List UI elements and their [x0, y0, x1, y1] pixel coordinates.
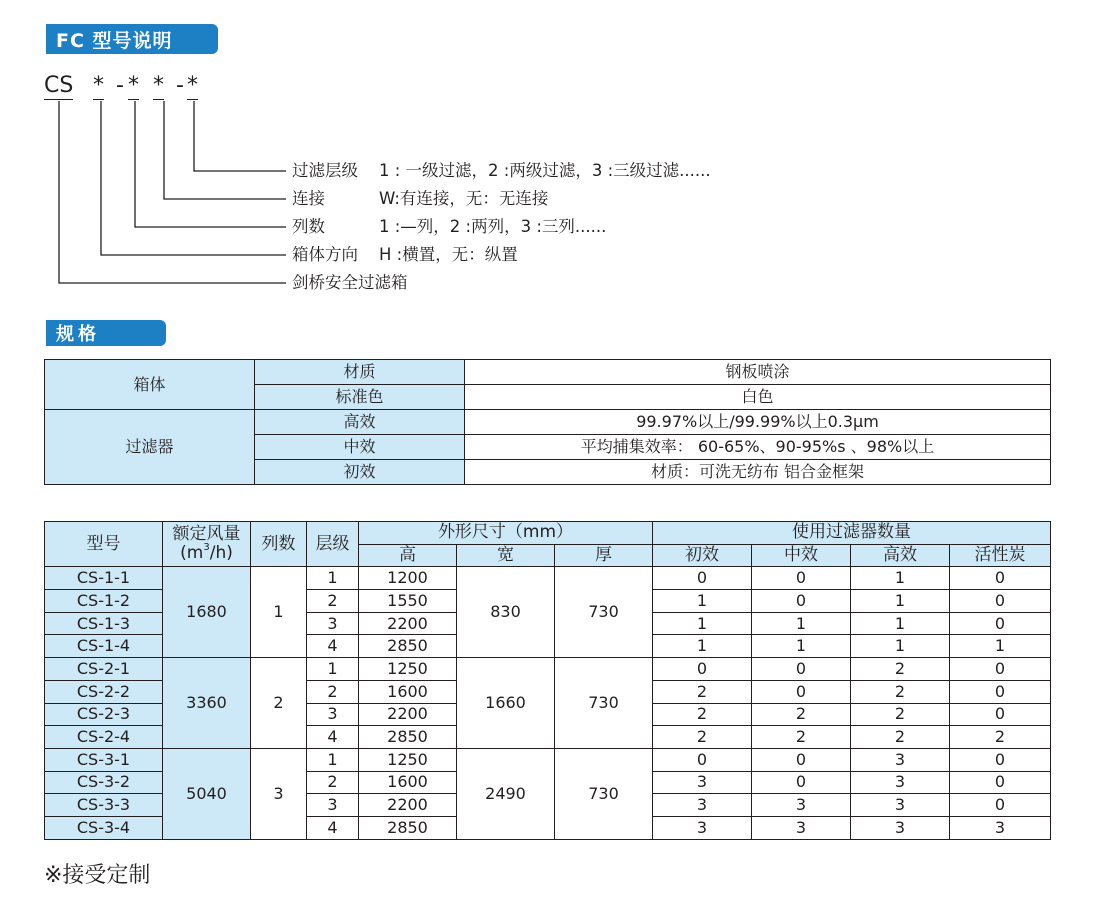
cell-model: CS-1-2 — [45, 590, 163, 613]
spec-group-box: 箱体 — [45, 360, 255, 410]
header-levels: 层级 — [307, 522, 359, 567]
cell-medium-count: 2 — [752, 703, 851, 726]
cell-level: 4 — [307, 635, 359, 658]
spec-value: 白色 — [465, 385, 1051, 410]
header-airflow — [163, 522, 251, 567]
cell-model: CS-1-1 — [45, 567, 163, 590]
cell-carbon-count: 0 — [950, 794, 1051, 817]
cell-height: 1600 — [359, 680, 457, 703]
cell-width: 830 — [457, 567, 555, 658]
connector-series — [59, 101, 286, 283]
spec-value: 钢板喷涂 — [465, 360, 1051, 385]
cell-height: 1250 — [359, 658, 457, 681]
custom-note: ※接受定制 — [44, 863, 151, 888]
cell-carbon-count: 0 — [950, 703, 1051, 726]
cell-hepa-count: 1 — [851, 635, 950, 658]
cell-columns: 1 — [251, 567, 307, 658]
cell-hepa-count: 2 — [851, 726, 950, 749]
table-row — [45, 410, 1051, 435]
cell-medium-count: 1 — [752, 635, 851, 658]
connector-level — [194, 101, 286, 171]
cell-carbon-count: 0 — [950, 567, 1051, 590]
legend-name-columns: 列数 — [292, 217, 325, 236]
cell-medium-count: 0 — [752, 771, 851, 794]
cell-medium-count: 0 — [752, 590, 851, 613]
cell-model: CS-2-3 — [45, 703, 163, 726]
table-row — [45, 658, 1051, 681]
cell-airflow: 3360 — [163, 658, 251, 749]
cell-medium-count: 0 — [752, 567, 851, 590]
legend-desc-direction: H :横置，无：纵置 — [379, 245, 518, 264]
cell-medium-count: 0 — [752, 658, 851, 681]
legend-name-connection: 连接 — [292, 189, 325, 208]
cell-hepa-count: 3 — [851, 748, 950, 771]
cell-hepa-count: 3 — [851, 794, 950, 817]
cell-airflow: 1680 — [163, 567, 251, 658]
header-medium: 中效 — [752, 544, 851, 567]
legend-name-series: 剑桥安全过滤箱 — [292, 273, 408, 292]
cell-model: CS-1-3 — [45, 612, 163, 635]
cell-level: 4 — [307, 726, 359, 749]
cell-airflow: 5040 — [163, 748, 251, 839]
table-header-row — [45, 522, 1051, 545]
cell-model: CS-3-3 — [45, 794, 163, 817]
cell-primary-count: 1 — [653, 612, 752, 635]
table-row — [45, 360, 1051, 385]
cell-medium-count: 1 — [752, 612, 851, 635]
cell-hepa-count: 3 — [851, 816, 950, 839]
code-star-level: * — [187, 73, 198, 98]
cell-height: 1250 — [359, 748, 457, 771]
header-depth: 厚 — [555, 544, 653, 567]
code-dash: - — [116, 73, 124, 98]
cell-columns: 2 — [251, 658, 307, 749]
code-prefix: CS — [44, 73, 74, 98]
cell-primary-count: 3 — [653, 816, 752, 839]
cell-primary-count: 3 — [653, 771, 752, 794]
spec-value: 99.97%以上/99.99%以上0.3μm — [465, 410, 1051, 435]
legend-name-direction: 箱体方向 — [292, 245, 358, 264]
cell-carbon-count: 2 — [950, 726, 1051, 749]
legend-desc-level: 1 : 一级过滤，2 :两级过滤，3 :三级过滤...... — [379, 161, 711, 180]
spec-value: 平均捕集效率： 60-65%、90-95%s 、98%以上 — [465, 435, 1051, 460]
header-columns: 列数 — [251, 522, 307, 567]
header-carbon: 活性炭 — [950, 544, 1051, 567]
table-row — [45, 567, 1051, 590]
cell-depth: 730 — [555, 658, 653, 749]
spec-value: 材质：可洗无纺布 铝合金框架 — [465, 460, 1051, 485]
cell-primary-count: 2 — [653, 703, 752, 726]
cell-carbon-count: 0 — [950, 748, 1051, 771]
cell-height: 2850 — [359, 635, 457, 658]
cell-height: 1550 — [359, 590, 457, 613]
cell-primary-count: 0 — [653, 748, 752, 771]
cell-medium-count: 3 — [752, 816, 851, 839]
cell-level: 3 — [307, 794, 359, 817]
cell-carbon-count: 0 — [950, 771, 1051, 794]
spec-key: 中效 — [255, 435, 465, 460]
cell-primary-count: 3 — [653, 794, 752, 817]
cell-primary-count: 2 — [653, 680, 752, 703]
legend-desc-columns: 1 :—列，2 :两列，3 :三列...... — [379, 217, 607, 236]
cell-primary-count: 1 — [653, 635, 752, 658]
cell-medium-count: 2 — [752, 726, 851, 749]
cell-depth: 730 — [555, 748, 653, 839]
header-hepa: 高效 — [851, 544, 950, 567]
cell-height: 1200 — [359, 567, 457, 590]
cell-hepa-count: 1 — [851, 567, 950, 590]
header-filter-count: 使用过滤器数量 — [653, 522, 1051, 545]
code-star-connection: * — [153, 73, 164, 98]
cell-hepa-count: 3 — [851, 771, 950, 794]
header-airflow-label: 额定风量 — [172, 523, 241, 544]
cell-level: 2 — [307, 590, 359, 613]
cell-level: 4 — [307, 816, 359, 839]
cell-height: 2850 — [359, 816, 457, 839]
cell-hepa-count: 2 — [851, 658, 950, 681]
cell-level: 3 — [307, 612, 359, 635]
header-primary: 初效 — [653, 544, 752, 567]
section-title-spec: 规格 — [46, 320, 166, 346]
cell-hepa-count: 1 — [851, 612, 950, 635]
cell-model: CS-3-4 — [45, 816, 163, 839]
cell-height: 1600 — [359, 771, 457, 794]
cell-hepa-count: 2 — [851, 703, 950, 726]
cell-level: 3 — [307, 703, 359, 726]
cell-carbon-count: 0 — [950, 590, 1051, 613]
legend-desc-connection: W:有连接，无：无连接 — [379, 189, 549, 208]
header-model: 型号 — [45, 522, 163, 567]
cell-model: CS-2-2 — [45, 680, 163, 703]
cell-level: 2 — [307, 771, 359, 794]
cell-height: 2200 — [359, 794, 457, 817]
code-star-columns: * — [128, 73, 139, 98]
connector-direction — [101, 101, 286, 255]
cell-height: 2200 — [359, 703, 457, 726]
code-dash: - — [176, 73, 184, 98]
cell-hepa-count: 1 — [851, 590, 950, 613]
header-width: 宽 — [457, 544, 555, 567]
spec-key: 高效 — [255, 410, 465, 435]
header-height: 高 — [359, 544, 457, 567]
cell-model: CS-3-2 — [45, 771, 163, 794]
model-table-body — [45, 567, 1051, 839]
cell-width: 1660 — [457, 658, 555, 749]
cell-model: CS-3-1 — [45, 748, 163, 771]
cell-medium-count: 0 — [752, 748, 851, 771]
cell-carbon-count: 1 — [950, 635, 1051, 658]
model-table — [44, 521, 1051, 840]
cell-height: 2850 — [359, 726, 457, 749]
connector-connection — [164, 101, 286, 199]
cell-primary-count: 2 — [653, 726, 752, 749]
legend-name-level: 过滤层级 — [292, 161, 358, 180]
cell-level: 1 — [307, 748, 359, 771]
cell-medium-count: 0 — [752, 680, 851, 703]
connector-columns — [135, 101, 286, 227]
spec-table — [44, 359, 1051, 485]
spec-key: 初效 — [255, 460, 465, 485]
header-airflow-unit: $(m^3/h)$ — [180, 542, 233, 564]
spec-key: 材质 — [255, 360, 465, 385]
section-title-model: FC 型号说明 — [46, 24, 218, 54]
cell-height: 2200 — [359, 612, 457, 635]
cell-depth: 730 — [555, 567, 653, 658]
spec-group-filter: 过滤器 — [45, 410, 255, 485]
cell-hepa-count: 2 — [851, 680, 950, 703]
cell-medium-count: 3 — [752, 794, 851, 817]
cell-carbon-count: 0 — [950, 680, 1051, 703]
table-row — [45, 748, 1051, 771]
cell-model: CS-2-1 — [45, 658, 163, 681]
cell-model: CS-1-4 — [45, 635, 163, 658]
cell-primary-count: 1 — [653, 590, 752, 613]
cell-level: 1 — [307, 658, 359, 681]
code-star-direction: * — [93, 73, 104, 98]
header-dimensions: 外形尺寸（mm） — [359, 522, 653, 545]
cell-primary-count: 0 — [653, 658, 752, 681]
spec-key: 标准色 — [255, 385, 465, 410]
cell-carbon-count: 3 — [950, 816, 1051, 839]
cell-level: 1 — [307, 567, 359, 590]
cell-primary-count: 0 — [653, 567, 752, 590]
cell-carbon-count: 0 — [950, 658, 1051, 681]
cell-model: CS-2-4 — [45, 726, 163, 749]
cell-level: 2 — [307, 680, 359, 703]
cell-width: 2490 — [457, 748, 555, 839]
cell-columns: 3 — [251, 748, 307, 839]
cell-carbon-count: 0 — [950, 612, 1051, 635]
